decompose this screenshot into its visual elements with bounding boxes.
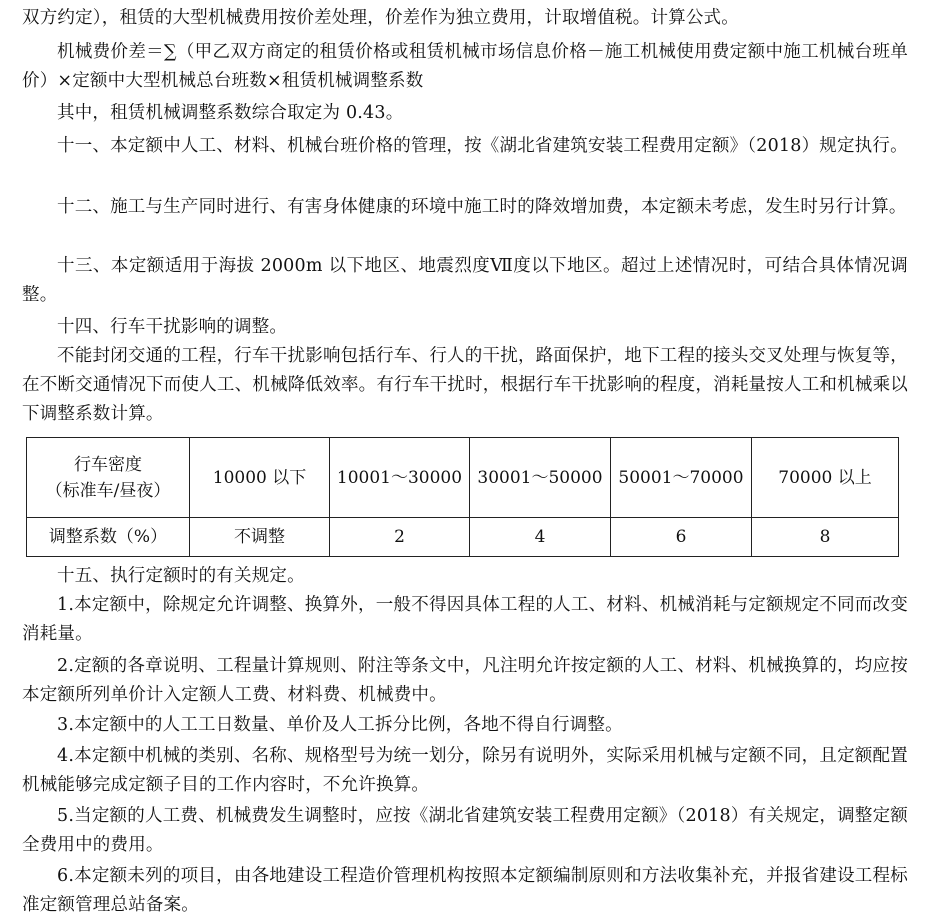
- coefficient-cell: 不调整: [190, 518, 330, 557]
- paragraph-rule-1: 1.本定额中，除规定允许调整、换算外，一般不得因具体工程的人工、材料、机械消耗与定额规定不同而改变消耗量。: [22, 595, 908, 644]
- density-unit-label: （标准车/昼夜）: [45, 480, 171, 501]
- coefficient-cell: 6: [611, 518, 752, 557]
- table-row: [27, 518, 899, 557]
- table-header-cell: [27, 438, 190, 518]
- coefficient-cell: 2: [330, 518, 470, 557]
- paragraph-section-15-heading: 十五、执行定额时的有关规定。: [57, 566, 305, 586]
- paragraph-rule-3: 3.本定额中的人工工日数量、单价及人工拆分比例，各地不得自行调整。: [57, 715, 623, 735]
- density-cell: 50001～70000: [611, 438, 752, 518]
- density-cell: 10001～30000: [330, 438, 470, 518]
- paragraph-traffic-interference: 不能封闭交通的工程，行车干扰影响包括行车、行人的干扰，路面保护，地下工程的接头交叉处理与恢复等，在不断交通情况下而使人工、机械降低效率。有行车干扰时，根据行车干扰影响的程度，消耗量按人工和机械乘以下调整系数计算。: [22, 346, 908, 424]
- coefficient-cell: 8: [752, 518, 899, 557]
- coefficient-cell: 4: [470, 518, 611, 557]
- traffic-adjustment-table: [26, 437, 899, 557]
- paragraph-price-difference-formula: 机械费价差＝∑（甲乙双方商定的租赁价格或租赁机械市场信息价格－施工机械使用费定额中施工机械台班单价）×定额中大型机械总台班数×租赁机械调整系数: [22, 42, 908, 91]
- density-cell: 70000 以上: [752, 438, 899, 518]
- paragraph-rule-5: 5.当定额的人工费、机械费发生调整时，应按《湖北省建筑安装工程费用定额》（2018）有关规定，调整定额全费用中的费用。: [22, 806, 908, 855]
- paragraph-section-14-heading: 十四、行车干扰影响的调整。: [57, 317, 288, 337]
- paragraph-rule-6: 6.本定额未列的项目，由各地建设工程造价管理机构按照本定额编制原则和方法收集补充，并报省建设工程标准定额管理总站备案。: [22, 866, 908, 915]
- paragraph-adjustment-coefficient: 其中，租赁机械调整系数综合取定为 0.43。: [57, 103, 404, 123]
- density-cell: 30001～50000: [470, 438, 611, 518]
- paragraph-section-13: 十三、本定额适用于海拔 2000m 以下地区、地震烈度Ⅶ度以下地区。超过上述情况时，可结合具体情况调整。: [22, 256, 908, 305]
- paragraph-rule-4: 4.本定额中机械的类别、名称、规格型号为统一划分，除另有说明外，实际采用机械与定额不同，且定额配置机械能够完成定额子目的工作内容时，不允许换算。: [22, 746, 908, 795]
- paragraph-lease-machinery: 双方约定），租赁的大型机械费用按价差处理，价差作为独立费用，计取增值税。计算公式。: [22, 8, 739, 28]
- density-cell: 10000 以下: [190, 438, 330, 518]
- paragraph-section-11: 十一、本定额中人工、材料、机械台班价格的管理，按《湖北省建筑安装工程费用定额》（2018）规定执行。: [57, 136, 908, 156]
- coefficient-label-cell: 调整系数（%）: [27, 518, 190, 557]
- density-label: 行车密度: [74, 454, 142, 475]
- paragraph-rule-2: 2.定额的各章说明、工程量计算规则、附注等条文中，凡注明允许按定额的人工、材料、机械换算的，均应按本定额所列单价计入定额人工费、材料费、机械费中。: [22, 656, 908, 705]
- table-row: [27, 438, 899, 518]
- paragraph-section-12: 十二、施工与生产同时进行、有害身体健康的环境中施工时的降效增加费，本定额未考虑，发生时另行计算。: [57, 197, 907, 217]
